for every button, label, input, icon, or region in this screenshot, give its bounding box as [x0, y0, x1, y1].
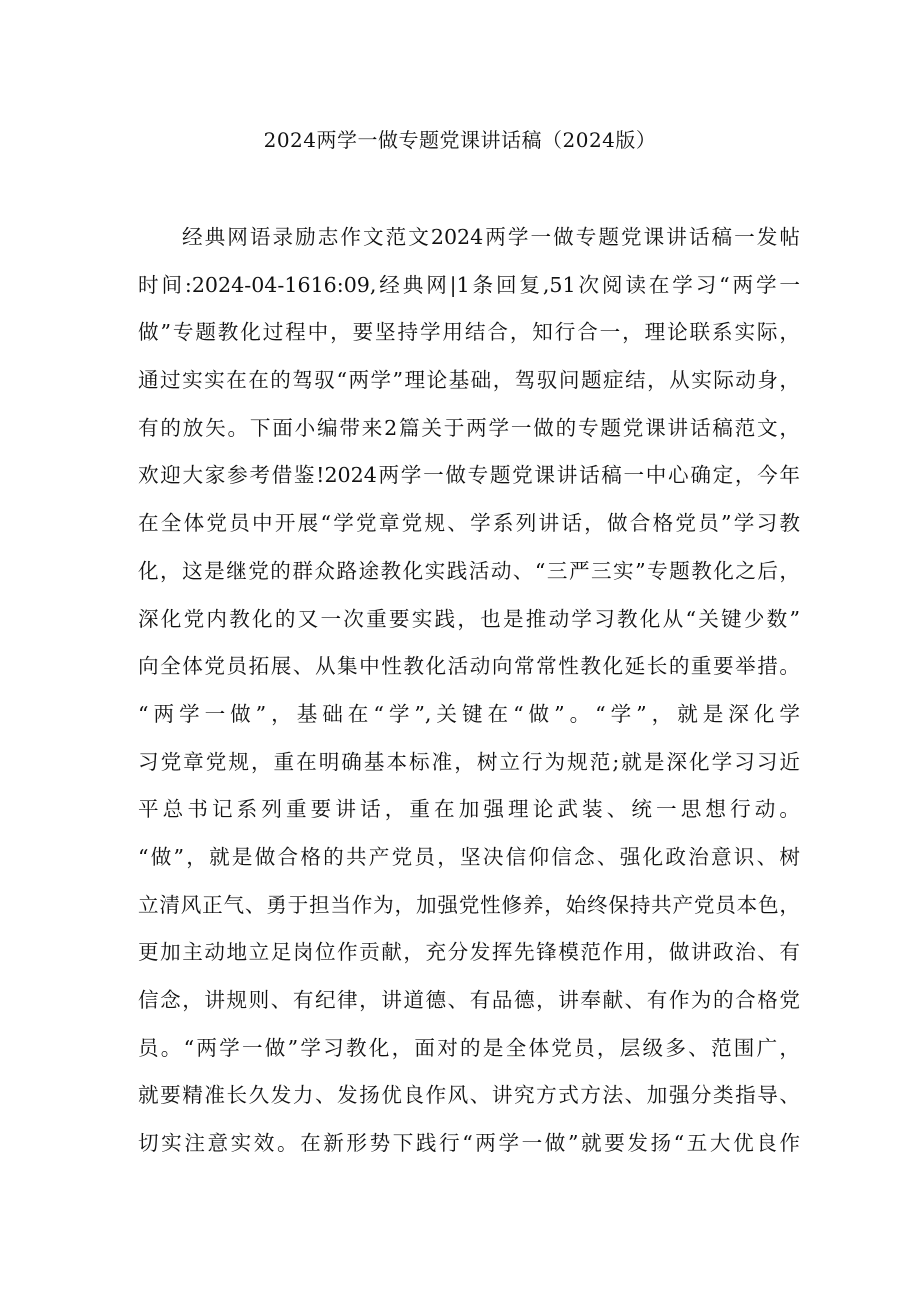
body-line: 向全体党员拓展、从集中性教化活动向常常性教化延长的重要举措。 [138, 654, 800, 679]
body-line: 就要精准长久发力、发扬优良作风、讲究方式方法、加强分类指导、 [138, 1083, 800, 1108]
body-line: 员。“两学一做”学习教化，面对的是全体党员，层级多、范围广， [138, 1035, 800, 1060]
body-line: 经典网语录励志作文范文2024两学一做专题党课讲话稿一发帖 [182, 225, 800, 249]
body-line: 信念，讲规则、有纪律，讲道德、有品德，讲奉献、有作为的合格党 [138, 988, 800, 1012]
body-line: “两学一做”，基础在“学”,关键在“做”。“学”，就是深化学 [138, 701, 800, 726]
body-line: 习党章党规，重在明确基本标准，树立行为规范;就是深化学习习近 [138, 749, 800, 774]
body-line: 欢迎大家参考借鉴!2024两学一做专题党课讲话稿一中心确定，今年 [138, 463, 800, 488]
document-title: 2024两学一做专题党课讲话稿（2024版） [263, 128, 657, 152]
body-line: 做”专题教化过程中，要坚持学用结合，知行合一，理论联系实际， [138, 320, 800, 345]
body-line: 切实注意实效。在新形势下践行“两学一做”就要发扬“五大优良作 [138, 1131, 800, 1156]
document-body [138, 214, 800, 1168]
body-line: 深化党内教化的又一次重要实践，也是推动学习教化从“关键少数” [138, 606, 800, 631]
body-line: “做”，就是做合格的共产党员，坚决信仰信念、强化政治意识、树 [138, 844, 800, 869]
body-line: 更加主动地立足岗位作贡献，充分发挥先锋模范作用，做讲政治、有 [138, 940, 800, 965]
body-line: 时间:2024-04-1616:09,经典网|1条回复,51次阅读在学习“两学一 [138, 272, 800, 297]
body-line: 立清风正气、勇于担当作为，加强党性修养，始终保持共产党员本色， [138, 892, 800, 917]
body-line: 化，这是继党的群众路途教化实践活动、“三严三实”专题教化之后， [138, 558, 800, 583]
body-line: 在全体党员中开展“学党章党规、学系列讲话，做合格党员”学习教 [138, 511, 800, 536]
body-line: 有的放矢。下面小编带来2篇关于两学一做的专题党课讲话稿范文， [138, 415, 800, 440]
body-line: 平总书记系列重要讲话，重在加强理论武装、统一思想行动。 [138, 797, 800, 822]
body-line: 通过实实在在的驾驭“两学”理论基础，驾驭问题症结，从实际动身， [138, 368, 800, 393]
